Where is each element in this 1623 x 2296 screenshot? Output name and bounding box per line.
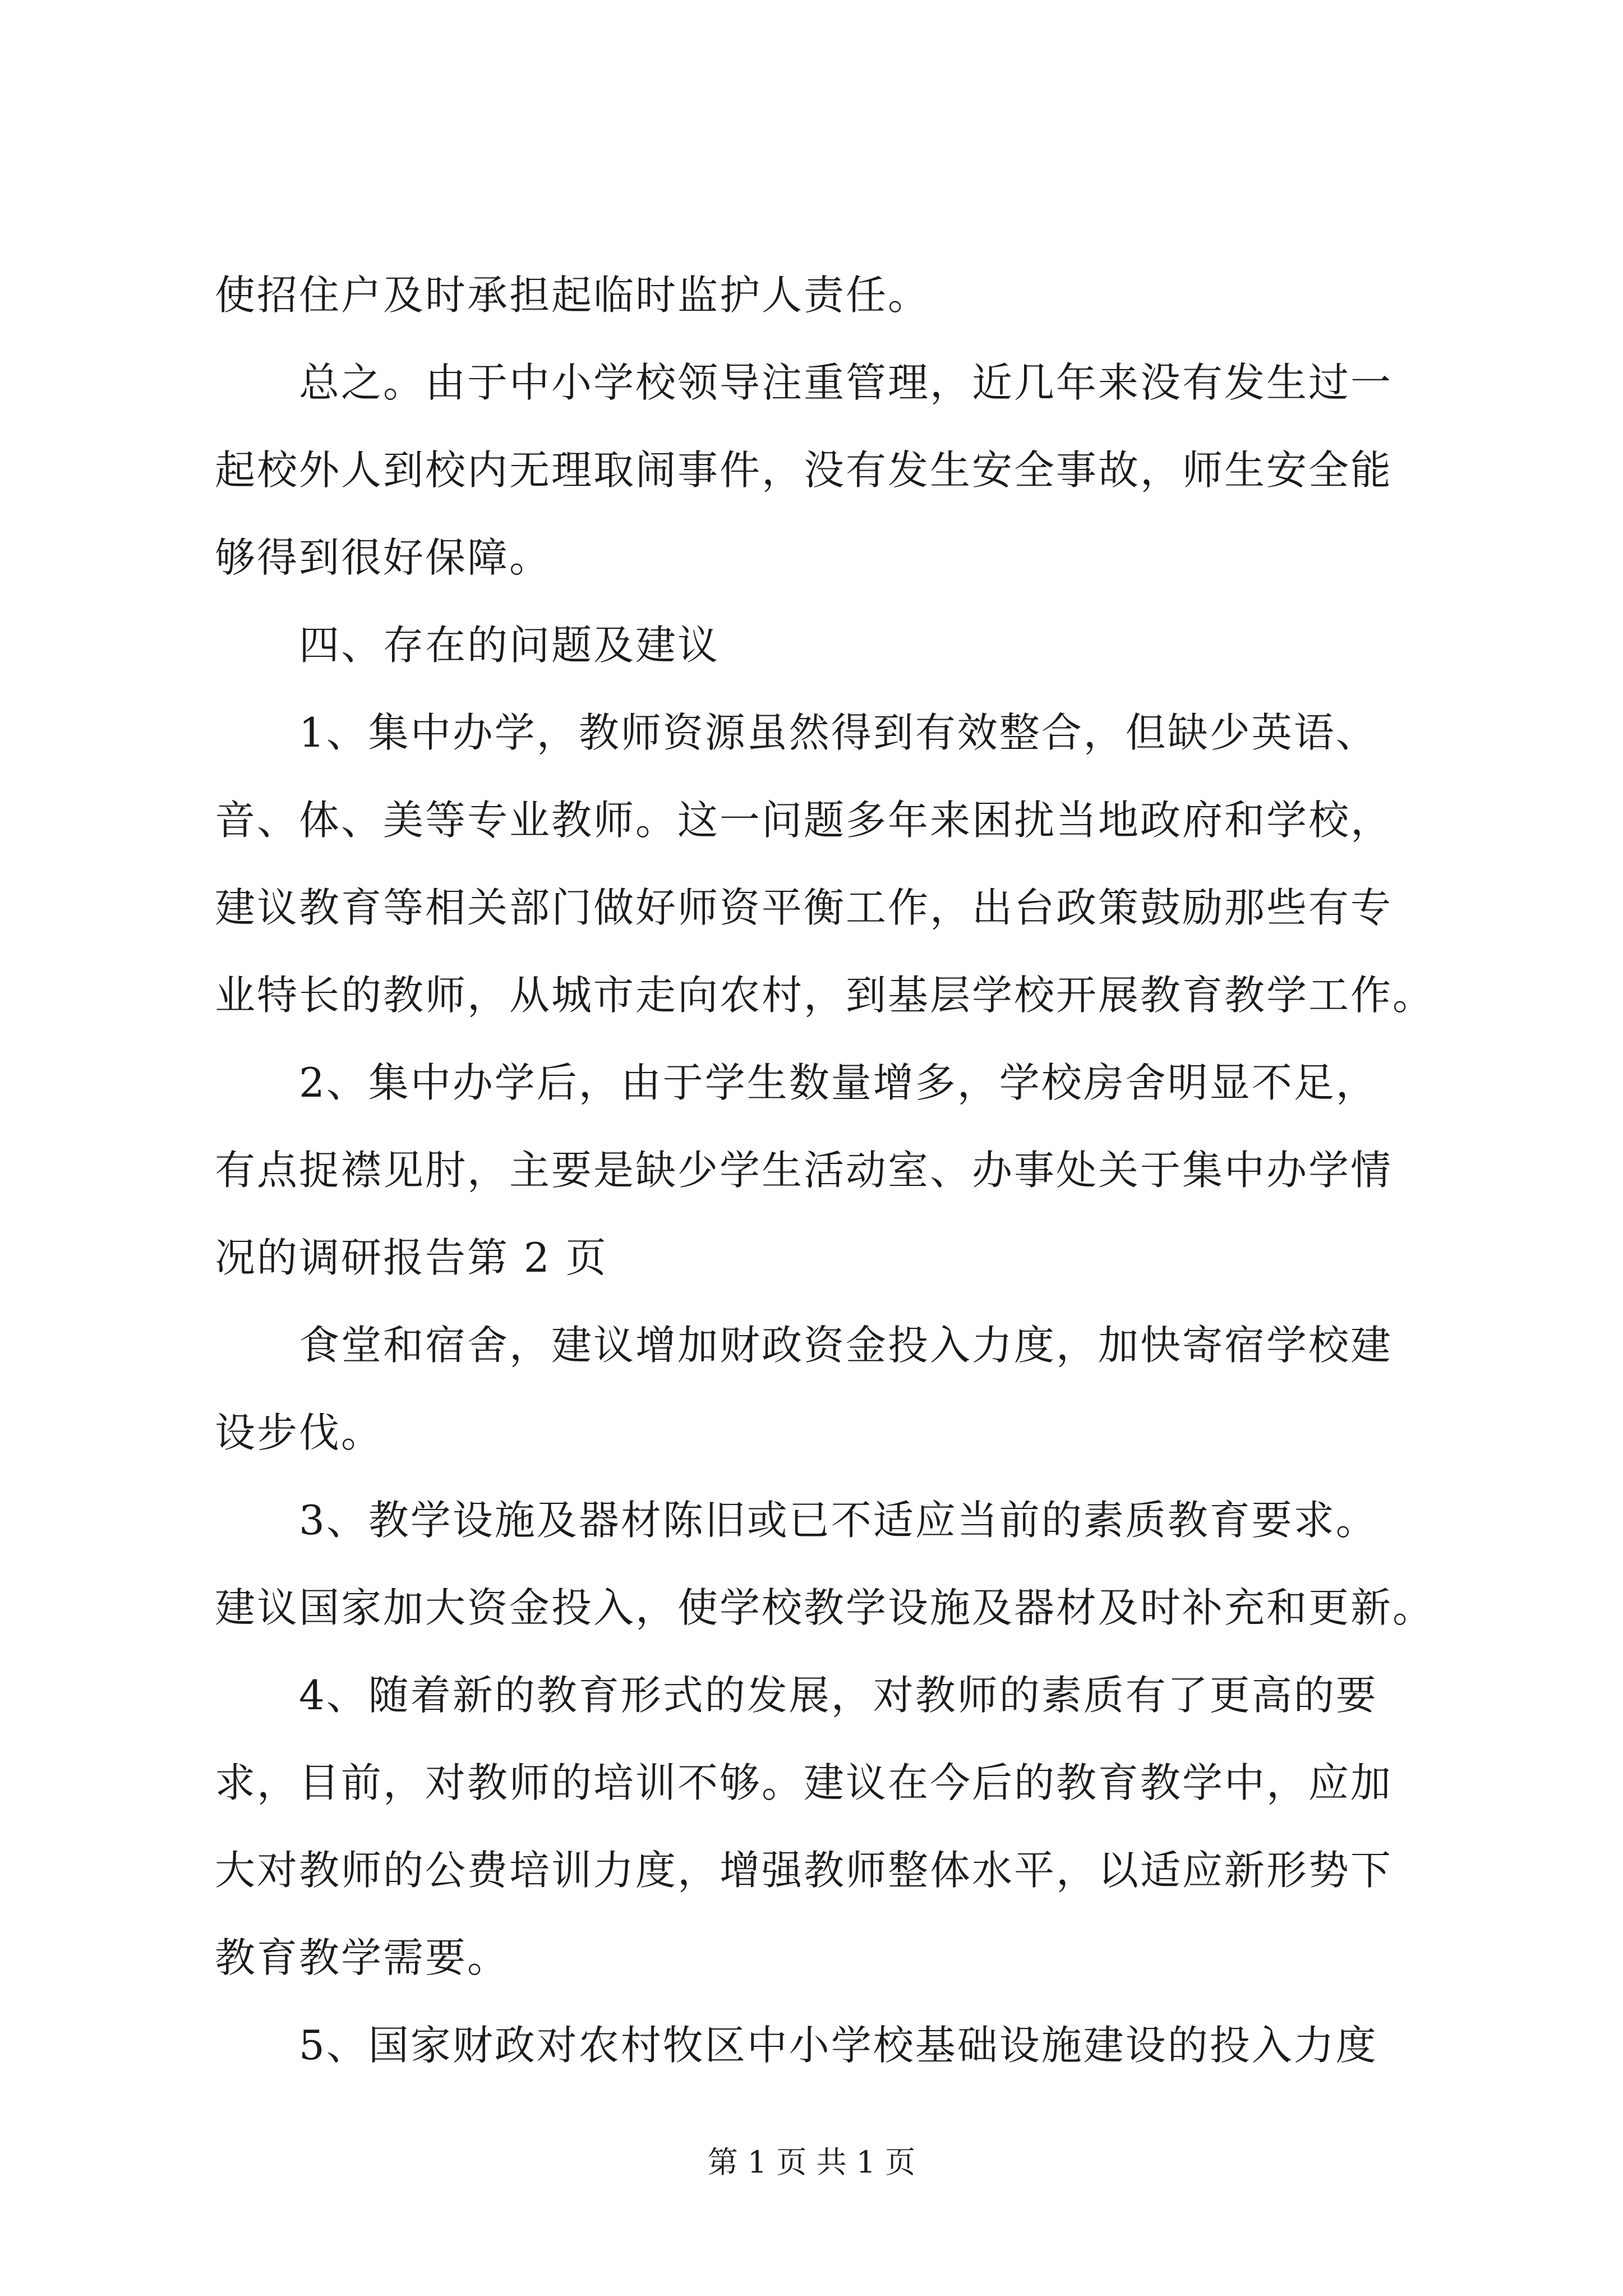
text-line: 教育教学需要。	[215, 1934, 510, 1981]
page-footer: 第 1 页 共 1 页	[707, 2145, 916, 2180]
text-line: 5、国家财政对农村牧区中小学校基础设施建设的投入力度	[299, 2022, 1378, 2069]
text-line: 2、集中办学后，由于学生数量增多，学校房舍明显不足，	[299, 1059, 1378, 1106]
document-body	[215, 251, 1435, 2089]
text-line: 业特长的教师，从城市走向农村，到基层学校开展教育教学工作。	[215, 972, 1435, 1019]
text-line: 3、教学设施及器材陈旧或已不适应当前的素质教育要求。	[299, 1497, 1378, 1544]
section-heading: 四、存在的问题及建议	[299, 622, 720, 669]
text-line: 大对教师的公费培训力度，增强教师整体水平，以适应新形势下	[215, 1847, 1393, 1894]
text-line: 求，目前，对教师的培训不够。建议在今后的教育教学中，应加	[215, 1759, 1393, 1806]
text-line: 音、体、美等专业教师。这一问题多年来困扰当地政府和学校，	[215, 797, 1393, 844]
text-line: 建议国家加大资金投入，使学校教学设施及器材及时补充和更新。	[215, 1584, 1435, 1631]
text-line: 使招住户及时承担起临时监护人责任。	[215, 272, 930, 319]
text-line: 况的调研报告第 2 页	[215, 1234, 608, 1281]
text-line: 建议教育等相关部门做好师资平衡工作，出台政策鼓励那些有专	[215, 884, 1393, 931]
text-line: 1、集中办学，教师资源虽然得到有效整合，但缺少英语、	[299, 709, 1378, 756]
text-line: 够得到很好保障。	[215, 534, 552, 581]
text-line: 设步伐。	[215, 1409, 384, 1456]
text-line: 起校外人到校内无理取闹事件，没有发生安全事故，师生安全能	[215, 447, 1393, 494]
text-line: 4、随着新的教育形式的发展，对教师的素质有了更高的要	[299, 1672, 1378, 1719]
text-line: 食堂和宿舍，建议增加财政资金投入力度，加快寄宿学校建	[299, 1322, 1393, 1369]
text-line: 有点捉襟见肘，主要是缺少学生活动室、办事处关于集中办学情	[215, 1147, 1393, 1194]
text-line: 总之。由于中小学校领导注重管理，近几年来没有发生过一	[299, 359, 1393, 406]
